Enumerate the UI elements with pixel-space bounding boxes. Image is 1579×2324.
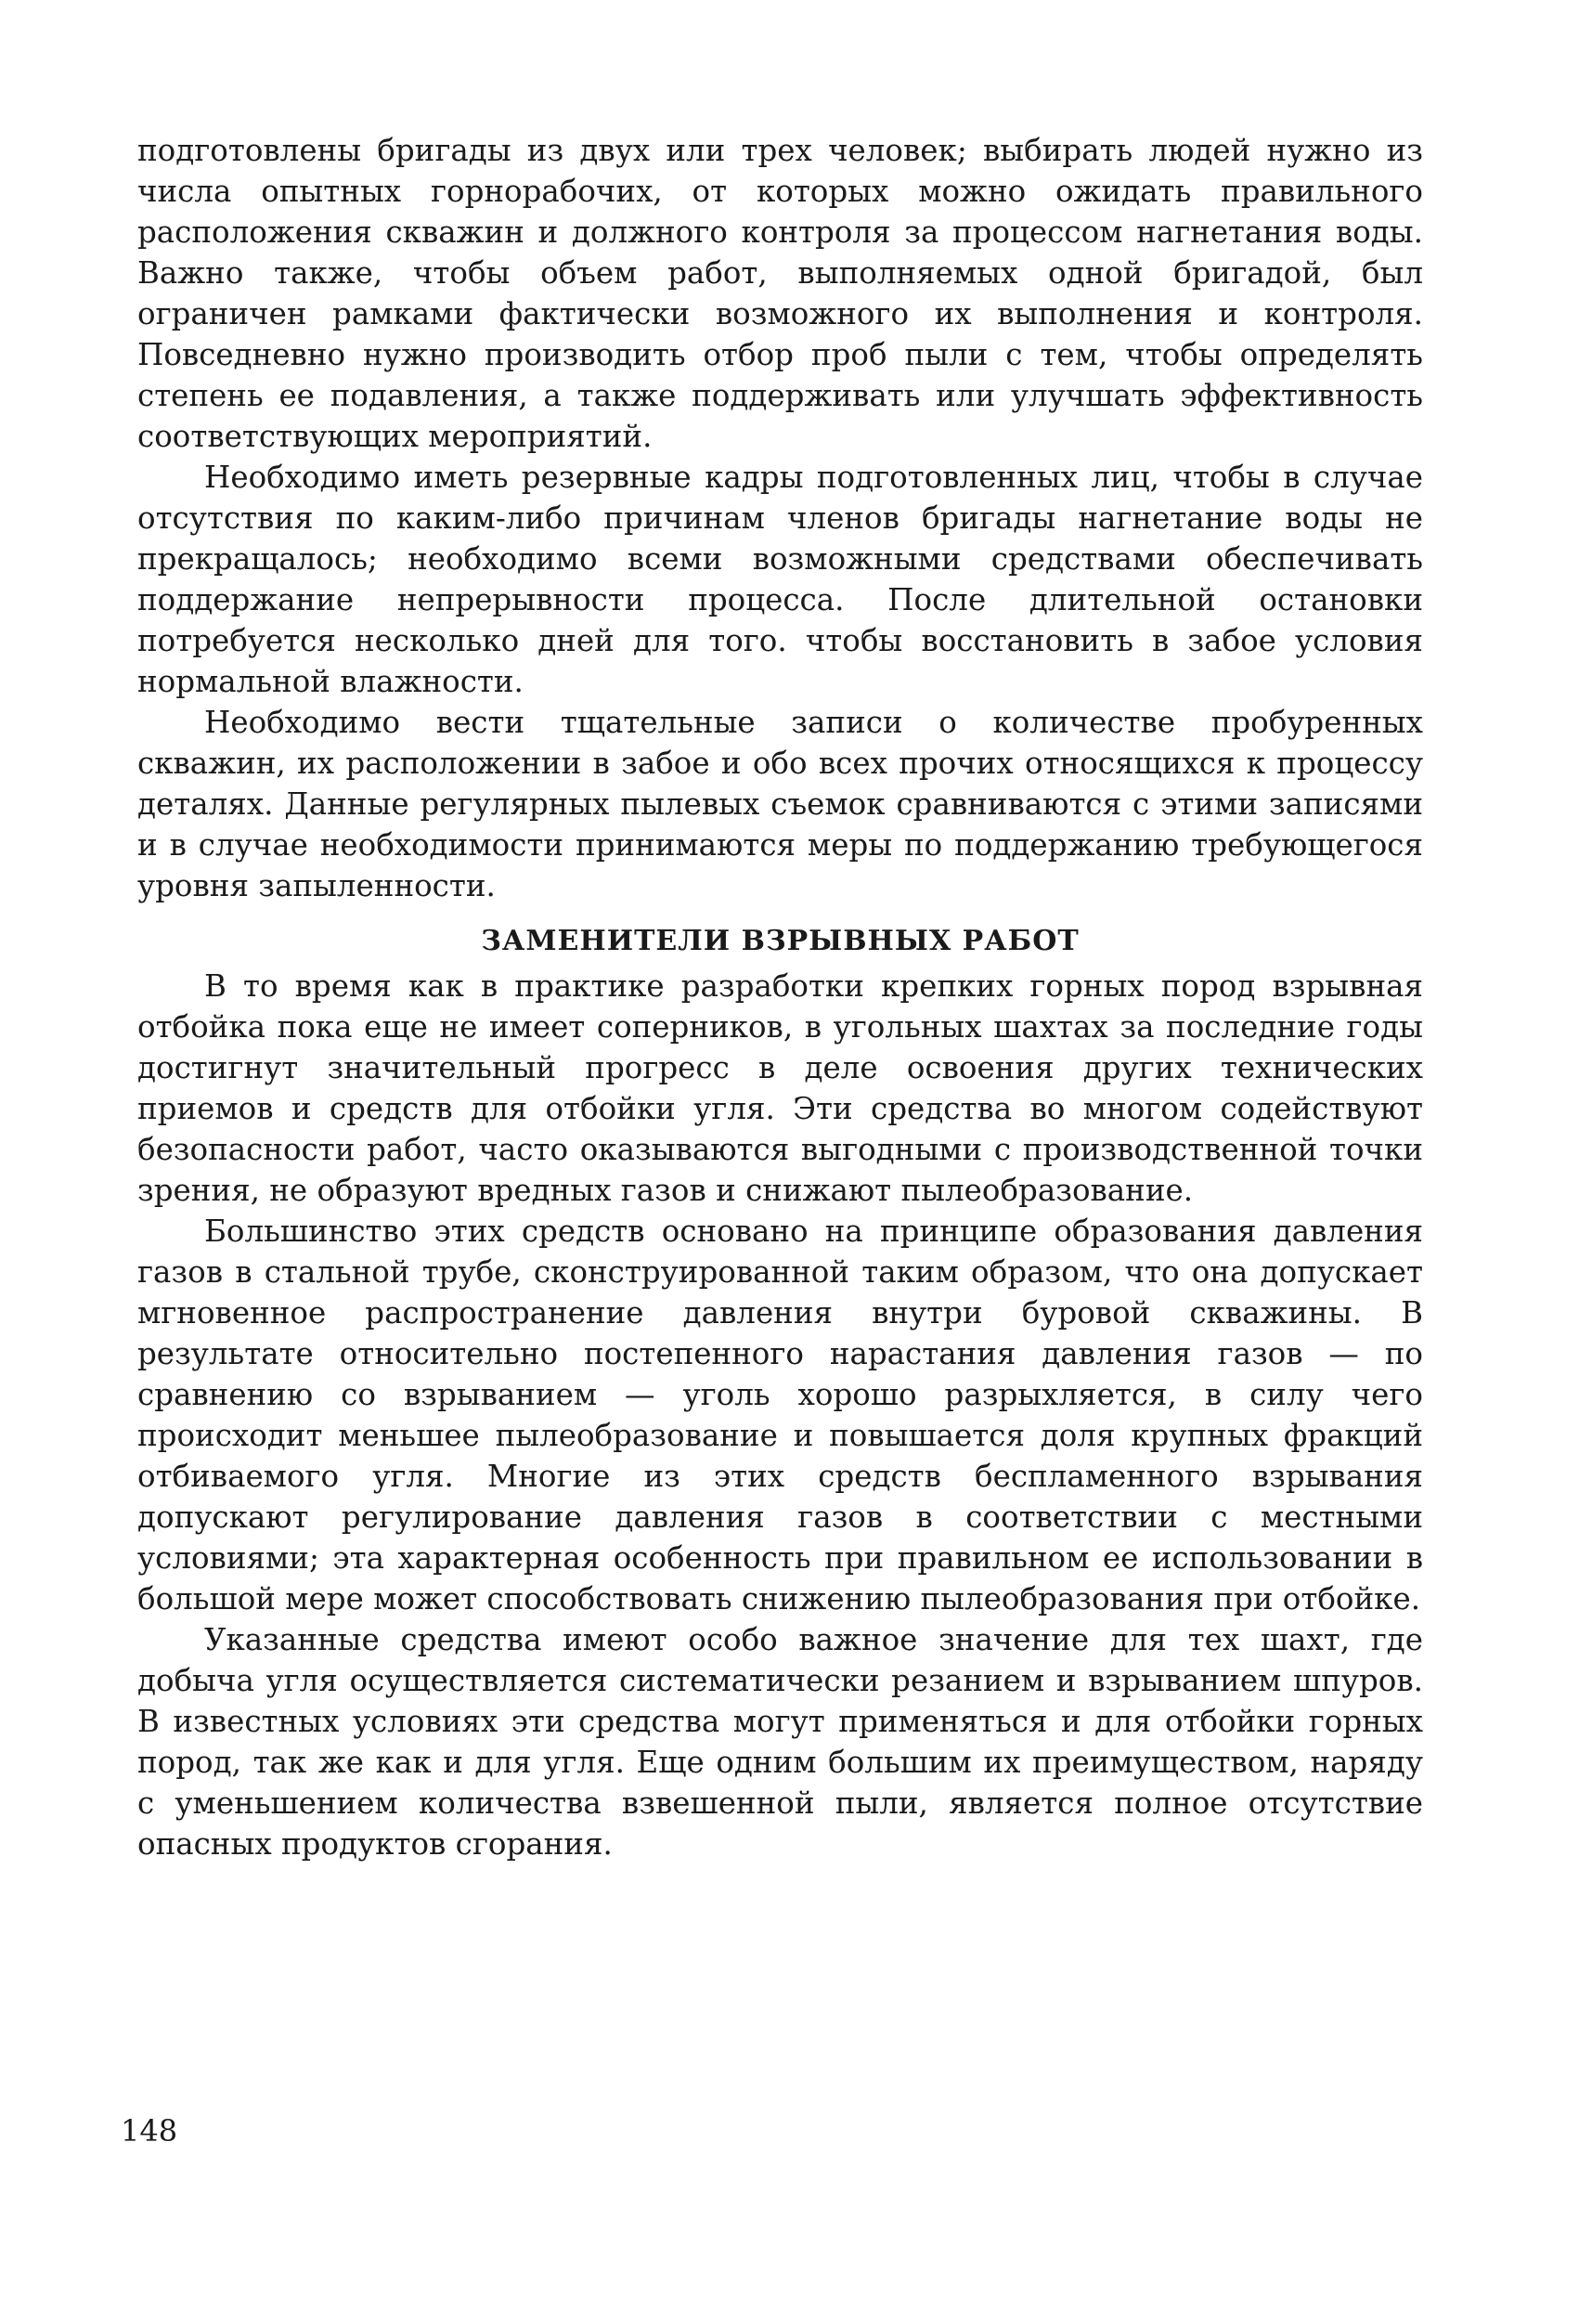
paragraph-importance: Указанные средства имеют особо важное значение для тех шахт, где добыча угля осуществляется систематически резанием и взрыванием шпуров. В известных условиях эти средства могут применяться и для отбойки горных пород, так же как и для угля. Еще одним большим их преимуществом, наряду с уменьшением количества взвешенной пыли, является полное отсутствие опасных продуктов сгорания. — [137, 1622, 1423, 1862]
page-body — [137, 130, 1423, 1864]
paragraph-records: Необходимо вести тщательные записи о количестве пробуренных скважин, их расположении в забое и обо всех прочих относящихся к процессу деталях. Данные регулярных пылевых съемок сравниваются с этими записями и в случае необходимости принимаются меры по поддержанию требующегося уровня запыленности. — [137, 705, 1423, 903]
paragraph-explosive-alternatives: В то время как в практике разработки крепких горных пород взрывная отбойка пока еще не имеет соперников, в угольных шахтах за последние годы достигнут значительный прогресс в деле освоения других технических приемов и средств для отбойки угля. Эти средства во многом содействуют безопасности работ, часто оказываются выгодными с производственной точки зрения, не образуют вредных газов и снижают пылеобразование. — [137, 968, 1423, 1208]
paragraph-gas-pressure: Большинство этих средств основано на принципе образования давления газов в стальной трубе, сконструированной таким образом, что она допускает мгновенное распространение давления внутри буровой скважины. В результате относительно постепенного нарастания давления газов — по сравнению со взрыванием — уголь хорошо разрыхляется, в силу чего происходит меньшее пылеобразование и повышается доля крупных фракций отбиваемого угля. Многие из этих средств беспламенного взрывания допускают регулирование давления газов в соответствии с местными условиями; эта характерная особенность при правильном ее использовании в большой мере может способствовать снижению пылеобразования при отбойке. — [137, 1214, 1423, 1616]
page-number: 148 — [121, 2113, 178, 2149]
paragraph-reserve-staff: Необходимо иметь резервные кадры подготовленных лиц, чтобы в случае отсутствия по каким-либо причинам членов бригады нагнетание воды не прекращалось; необходимо всеми возможными средствами обеспечивать поддержание непрерывности процесса. После длительной остановки потребуется несколько дней для того. чтобы восстановить в забое условия нормальной влажности. — [137, 460, 1423, 699]
paragraph-continuation: подготовлены бригады из двух или трех человек; выбирать людей нужно из числа опытных горнорабочих, от которых можно ожидать правильного расположения скважин и должного контроля за процессом нагнетания воды. Важно также, чтобы объем работ, выполняемых одной бригадой, был ограничен рамками фактически возможного их выполнения и контроля. Повседневно нужно производить отбор проб пыли с тем, чтобы определять степень ее подавления, а также поддерживать или улучшать эффективность соответствующих мероприятий. — [137, 133, 1423, 454]
section-heading: ЗАМЕНИТЕЛИ ВЗРЫВНЫХ РАБОТ — [481, 925, 1080, 957]
